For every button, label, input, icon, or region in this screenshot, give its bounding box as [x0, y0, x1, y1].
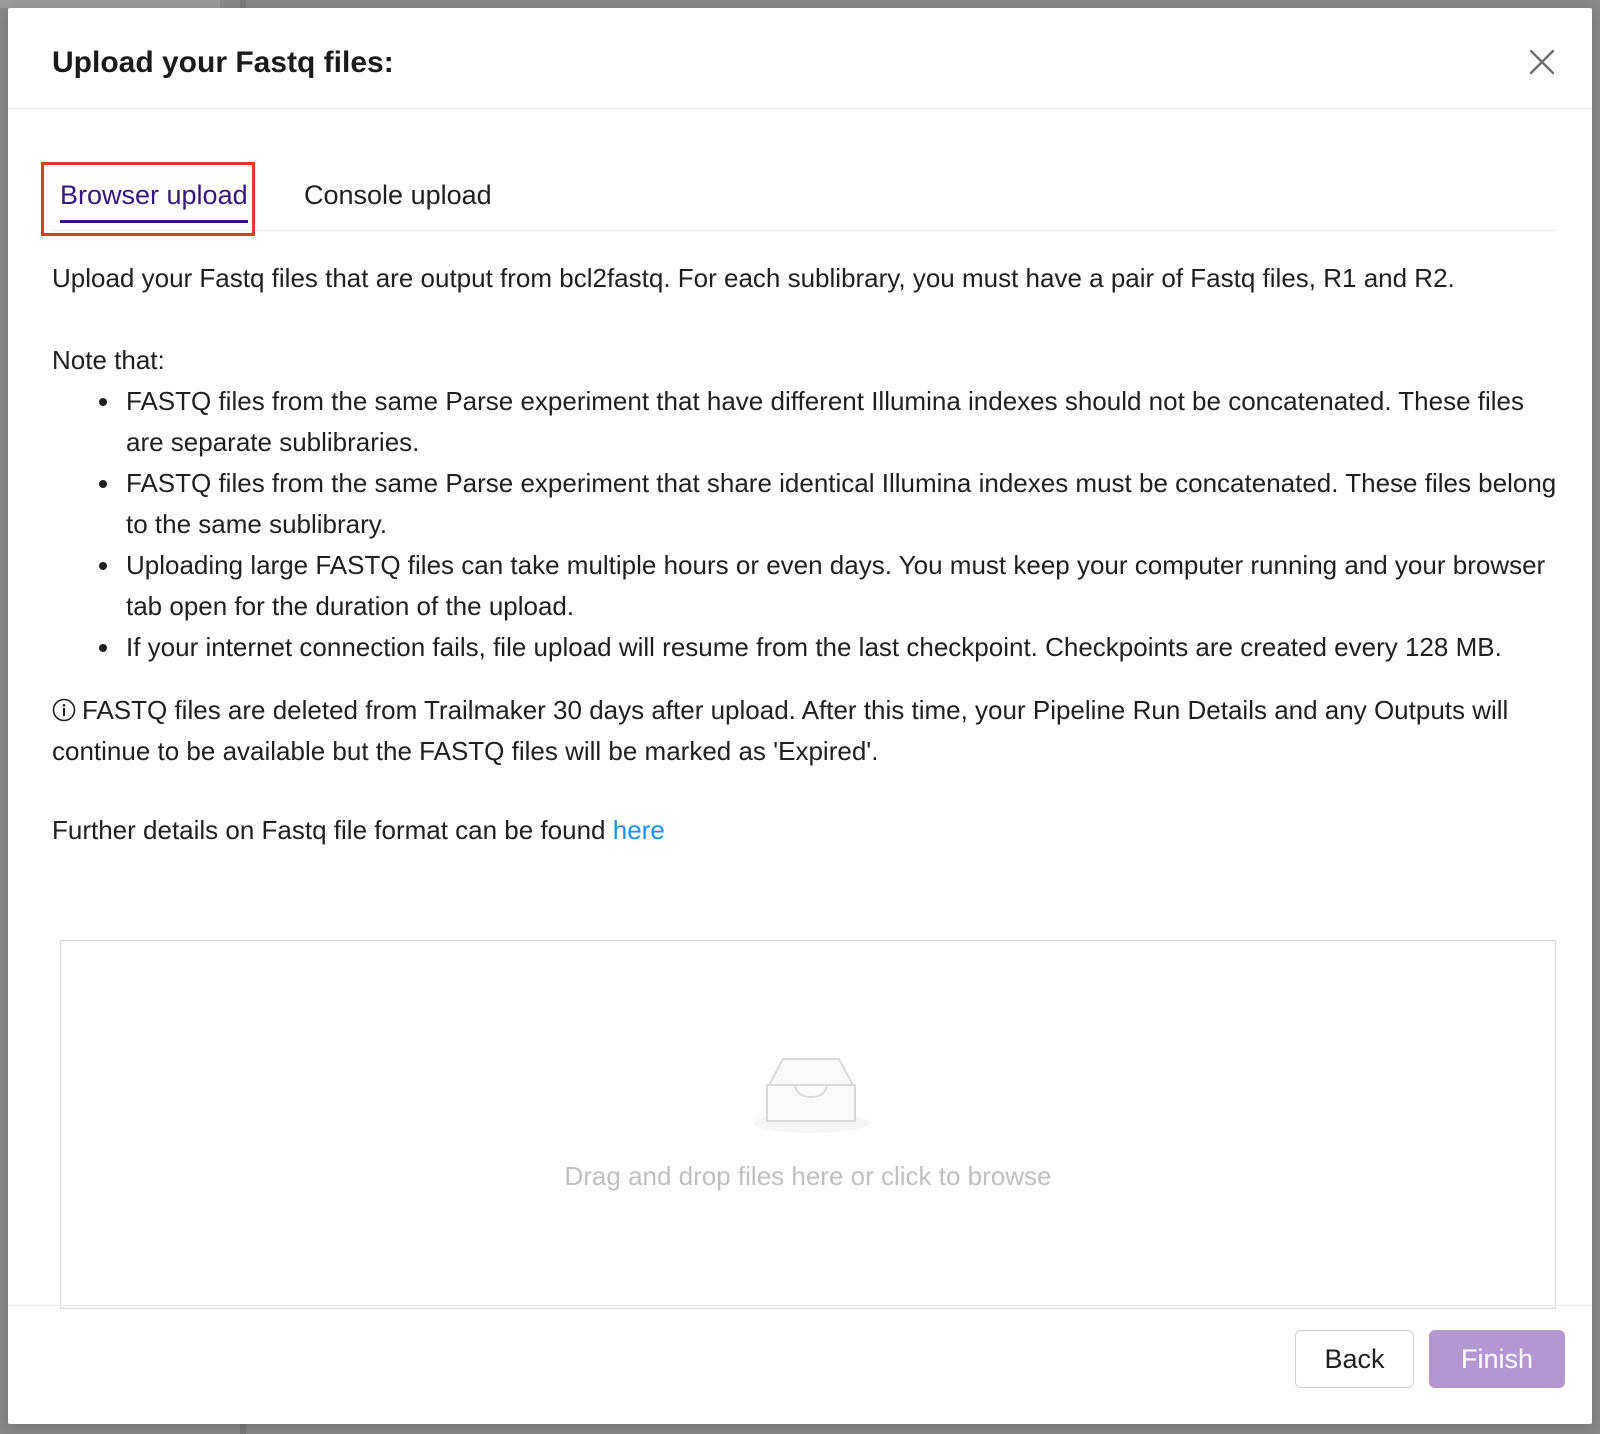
close-button[interactable] [1528, 48, 1556, 76]
expiry-info-text: FASTQ files are deleted from Trailmaker 30 days after upload. After this time, your Pipeline Run Details and any Outputs will continue to be available but the FASTQ files will be marked as 'Expired'. [52, 695, 1509, 766]
upload-tabs [52, 158, 1556, 231]
dropzone-text: Drag and drop files here or click to browse [564, 1161, 1052, 1191]
modal-header [8, 8, 1592, 109]
tab-console-upload[interactable]: Console upload [304, 180, 492, 210]
format-details-link[interactable]: here [612, 815, 665, 845]
list-item: • FASTQ files from the same Parse experiment that share identical Illumina indexes must be concatenated. These files belong to the same sublibrary. [122, 463, 1562, 545]
notes-list [52, 381, 1562, 668]
empty-inbox-icon [751, 1053, 871, 1135]
list-item: • FASTQ files from the same Parse experiment that have different Illumina indexes should not be concatenated. These files are separate sublibraries. [122, 381, 1562, 463]
list-item: • Uploading large FASTQ files can take multiple hours or even days. You must keep your computer running and your browser tab open for the duration of the upload. [122, 545, 1562, 627]
modal-footer [8, 1305, 1592, 1424]
info-circle-icon [52, 698, 76, 722]
intro-text: Upload your Fastq files that are output from bcl2fastq. For each sublibrary, you must have a pair of Fastq files, R1 and R2. [52, 263, 1455, 293]
tab-browser-upload[interactable]: Browser upload [60, 180, 248, 223]
list-item: • If your internet connection fails, file upload will resume from the last checkpoint. Checkpoints are created every 128 MB. [122, 627, 1562, 668]
finish-button[interactable]: Finish [1429, 1330, 1565, 1388]
further-details-text: Further details on Fastq file format can be found [52, 815, 613, 845]
background-fragment [0, 0, 220, 8]
modal-title: Upload your Fastq files: [52, 46, 394, 79]
close-icon [1528, 48, 1556, 76]
upload-modal [8, 8, 1592, 1424]
note-heading: Note that: [52, 345, 165, 375]
file-dropzone[interactable] [60, 940, 1556, 1309]
instructions [52, 258, 1562, 851]
back-button[interactable]: Back [1295, 1330, 1414, 1388]
expiry-info [52, 690, 1562, 772]
further-details [52, 810, 1562, 851]
